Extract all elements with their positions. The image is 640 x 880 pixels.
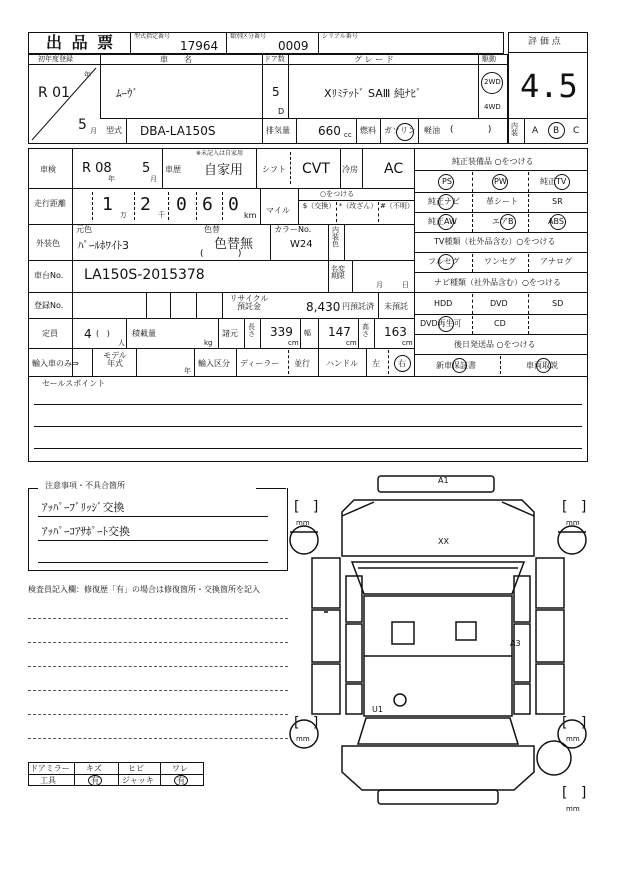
fuel-label: 燃料 [360, 126, 376, 135]
steering-right-circle [394, 355, 411, 372]
equip-oem-tv-circle [554, 174, 570, 190]
steering-label: ハンドル [326, 359, 358, 368]
model-label: 型式 [106, 126, 122, 135]
mileage-digit-1: 1 [102, 194, 113, 215]
inspector-label: 検査員記入欄：修復歴「有」の場合は修復箇所・交換箇所を記入 [28, 585, 260, 594]
shift-label: シフト [262, 165, 286, 174]
cooling-label: 冷房 [342, 165, 358, 174]
legend-tools-circle [88, 775, 102, 786]
import-dealer: ディーラー [240, 359, 280, 368]
legend-jack: ジャッキ [122, 776, 154, 785]
history-value: 自家用 [204, 163, 244, 178]
doors-value: 5 [272, 85, 280, 99]
orig-color-label: 元色 [76, 225, 92, 234]
equip-abs-circle [550, 214, 566, 230]
chassis-value: LA150S-2015378 [84, 267, 205, 283]
equip-oem-aw: 純正AW [428, 217, 457, 226]
category-label: 類別区分番号 [230, 33, 267, 40]
name-change-month: 月 [376, 281, 383, 289]
tv-analog: アナログ [540, 257, 572, 266]
serial-label: シリアル番号 [322, 33, 358, 40]
length-value: 339 [270, 325, 293, 339]
type-cert-label: 型式指定番号 [134, 33, 171, 40]
equip-ps-circle [438, 174, 454, 190]
equip-oem-navi-circle [438, 194, 454, 210]
navi-hdd: HDD [434, 299, 453, 308]
odo-exchange: $（交換） [302, 202, 336, 210]
interior-a: A [532, 126, 539, 136]
color-change-value: 色替無 [214, 237, 254, 252]
form-title: 出 品 票 [46, 33, 116, 52]
fuel-gasoline-circle [396, 123, 414, 141]
category-no: 0009 [278, 39, 309, 53]
inspection-label: 車検 [40, 165, 56, 174]
type-cert-no: 17964 [180, 39, 219, 53]
first-reg-label: 初年度登録 [38, 55, 73, 63]
equip-leather: 革シート [486, 197, 518, 206]
equip-ps: PS [442, 177, 452, 186]
model-year-label: モデル年式 [103, 351, 127, 368]
navi-dvd-playback: DVD再生可 [420, 319, 462, 328]
capacity-label: 定員 [42, 329, 58, 338]
mileage-digit-5: 0 [228, 194, 239, 215]
import-label: 輸入車のみ⇒ [32, 359, 79, 368]
recycle-unpaid: 未預託 [384, 302, 408, 311]
steering-right: 右 [398, 359, 406, 368]
inspection-year: R 08 [82, 161, 112, 176]
steering-left: 左 [372, 359, 380, 368]
color-change-bracket: ( ) [200, 249, 242, 259]
equip-airbag-circle [500, 214, 516, 230]
tire-bracket-fr: [ ] [562, 499, 587, 515]
mileage-digit-2: 2 [140, 194, 151, 215]
first-reg-month: 5 [78, 117, 87, 133]
height-value: 163 [384, 325, 407, 339]
height-cm: cm [402, 339, 413, 347]
year-unit: 年 [84, 71, 91, 79]
inspection-month-unit: 月 [150, 175, 157, 183]
spare-tire [534, 738, 574, 778]
legend-tools-value: 有 [91, 776, 99, 785]
mileage-label: 走行距離 [34, 199, 66, 208]
equip-pw: PW [494, 177, 507, 186]
mark-front-bumper: A1 [438, 476, 449, 485]
interior-b: B [553, 126, 560, 136]
history-note: ※未記入は自家用 [196, 150, 244, 157]
mileage-digit-3: 0 [176, 194, 187, 215]
tire-bracket-spare: [ ] [562, 785, 587, 801]
oem-label: 純正装備品 ○をつける [452, 157, 534, 166]
displacement-label: 排気量 [266, 126, 290, 135]
navi-dvd-playback-circle [438, 316, 454, 332]
name-change-label: 名変期限 [331, 265, 345, 280]
height-label: 高さ [362, 323, 369, 338]
tire-bracket-fl: [ ] [294, 499, 319, 515]
navi-sd: SD [552, 299, 564, 308]
first-reg-year: R 01 [38, 85, 70, 101]
caution-label: 注意事項・不具合箇所 [42, 482, 128, 490]
tire-unit-rr: mm [566, 735, 580, 743]
tire-unit-fr: mm [566, 519, 580, 527]
interior-b-circle [548, 122, 565, 139]
legend-crack: ヒビ [128, 764, 144, 773]
navi-dvd: DVD [490, 299, 508, 308]
shift-value: CVT [302, 161, 330, 177]
name-label: 車 名 [160, 55, 192, 64]
odo-tamper: *（改ざん） [338, 202, 378, 210]
width-cm: cm [346, 339, 357, 347]
legend-tools: 工具 [40, 776, 56, 785]
mark-right-rear: A3 [510, 639, 521, 648]
km-unit: km [244, 211, 257, 220]
odo-unknown: #（不明） [380, 202, 414, 210]
mile-label: マイル [266, 206, 290, 215]
recycle-label: リサイクル預託金 [229, 294, 269, 311]
legend-jack-value: 有 [177, 776, 185, 785]
legend-door-mirror: ドアミラー [30, 764, 70, 773]
caution-line-1: ｱｯﾊﾟｰﾌﾞﾘｯｼﾞ交換 [42, 501, 125, 514]
fuel-bracket: ( ) [450, 125, 492, 135]
odo-circle-note: ○をつける [320, 190, 355, 198]
equip-sr: SR [552, 197, 563, 206]
width-value: 147 [328, 325, 351, 339]
load-label: 積載量 [132, 329, 156, 338]
later-manual-circle [536, 358, 551, 373]
inspection-year-unit: 年 [108, 175, 115, 183]
equip-oem-navi: 純正ナビ [428, 197, 460, 206]
navi-cd: CD [494, 319, 506, 328]
grade-label: グ レ ー ド [354, 55, 394, 64]
kg-unit: kg [204, 339, 213, 347]
color-change-label: 色替 [204, 225, 220, 234]
reg-no-label: 登録No. [34, 301, 64, 310]
import-parallel: 並行 [294, 359, 310, 368]
name-change-day: 日 [402, 281, 409, 289]
month-unit: 月 [90, 127, 97, 135]
recycle-status: 円預託済 [342, 302, 374, 311]
inspection-month: 5 [142, 161, 151, 176]
exterior-color-label: 外装色 [36, 239, 60, 248]
length-label: 長さ [248, 323, 255, 338]
width-label: 幅 [304, 329, 311, 337]
equip-pw-circle [492, 174, 508, 190]
interior-color-label: 内装色 [332, 226, 339, 248]
color-value: ﾊﾟｰﾙﾎﾜｲﾄ3 [78, 239, 129, 252]
mileage-digit-4: 6 [202, 194, 213, 215]
tv-label: TV種類（社外品含む）○をつける [434, 237, 556, 246]
tire-unit-rl: mm [296, 735, 310, 743]
drive-label: 駆動 [482, 55, 496, 63]
drive-4wd: 4WD [484, 103, 501, 111]
rating-value: 4.5 [520, 67, 578, 105]
fuel-diesel: 軽油 [424, 126, 440, 135]
tv-fullseg-circle [438, 254, 454, 270]
mark-hood: XX [438, 537, 449, 546]
cooling-value: AC [384, 161, 404, 177]
fuel-gasoline: ガソリン [384, 126, 416, 135]
legend-jack-circle [174, 775, 188, 786]
sales-points-label: セールスポイント [42, 379, 106, 388]
later-warranty: 新車保証書 [436, 361, 476, 370]
door-type: D [278, 107, 285, 116]
dims-label: 諸元 [222, 329, 238, 338]
equip-abs: ABS [548, 217, 564, 226]
length-cm: cm [288, 339, 299, 347]
later-warranty-circle [452, 358, 467, 373]
interior-label: 内装 [511, 122, 518, 137]
mark-rear-window: U1 [372, 705, 383, 714]
mileage-sen: 千 [158, 211, 165, 219]
vehicle-name: ﾑｰｳﾞ [116, 87, 138, 100]
interior-c: C [573, 126, 580, 136]
model-value: DBA-LA150S [140, 124, 216, 138]
capacity-value: 4 [84, 327, 92, 341]
mileage-man: 万 [120, 211, 127, 219]
chassis-label: 車台No. [34, 271, 64, 280]
displacement-value: 660 [318, 124, 341, 138]
caution-line-2: ｱｯﾊﾟｰｺｱｻﾎﾟｰﾄ交換 [42, 525, 130, 538]
later-label: 後日発送品 ○をつける [454, 340, 536, 349]
grade-value: Xﾘﾐﾃｯﾄﾞ SAⅢ 純ﾅﾋﾞ [324, 87, 422, 100]
tire-unit-spare: mm [566, 805, 580, 813]
tire-unit-fl: mm [296, 519, 310, 527]
tire-bracket-rr: [ ] [562, 715, 587, 731]
color-no-label: カラーNo. [274, 225, 312, 234]
later-manual: 車両取説 [526, 361, 558, 370]
history-label: 車歴 [165, 165, 181, 174]
tire-bracket-rl: [ ] [294, 715, 319, 731]
person-unit: 人 [118, 339, 125, 347]
tv-fullseg: フルセグ [428, 257, 460, 266]
legend-scratch: キズ [86, 764, 102, 773]
equip-oem-tv: 純正TV [540, 177, 567, 186]
equip-oem-aw-circle [438, 214, 454, 230]
tv-oneseg: ワンセグ [484, 257, 516, 266]
color-no-value: W24 [290, 239, 313, 250]
doors-label: ドア数 [264, 55, 285, 63]
navi-label: ナビ種類（社外品含む）○をつける [434, 278, 561, 287]
capacity-bracket: ( ) [96, 329, 110, 338]
recycle-value: 8,430 [306, 300, 341, 314]
legend-break: ワレ [172, 764, 188, 773]
rating-label: 評 価 点 [528, 37, 561, 47]
model-year-unit: 年 [184, 367, 191, 375]
cc-unit: cc [344, 131, 352, 139]
import-class-label: 輸入区分 [198, 359, 230, 368]
equip-airbag: エアB [492, 217, 514, 226]
drive-2wd: 2WD [484, 78, 501, 86]
